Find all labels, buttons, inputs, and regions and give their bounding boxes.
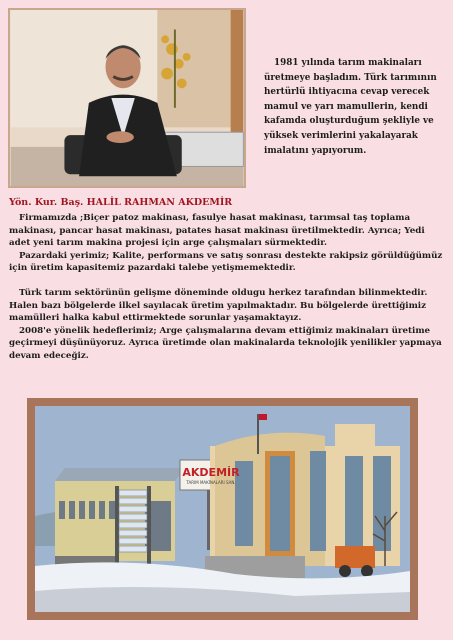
factory-sign-brand: AKDEMİR	[182, 466, 240, 479]
factory-sign-subtitle: TARIM MAKİNALARI SAN.	[186, 480, 236, 485]
factory-illustration	[35, 406, 410, 612]
portrait-illustration	[10, 10, 244, 186]
intro-paragraph: 1981 yılında tarım makinaları üretmeye başladım. Türk tarımının hertürlü ihtiyacına cevap verecek mamul ve yarı mamullerin, kendi kafamda oluşturduğum şekliyle ve yüksek verimlerini yakalayarak imalatını yapıyorum.	[264, 58, 437, 156]
portrait-caption: Yön. Kur. Baş. HALİL RAHMAN AKDEMİR	[9, 197, 233, 208]
body-text	[9, 212, 445, 363]
paragraph-market: Pazardaki yerimiz; Kalite, performans ve satış sonrası destekte rakipsiz görüldüğümüz için üretim kapasitemiz pazardaki talebe yetişmemektedir.	[9, 250, 443, 274]
factory-photo	[35, 406, 410, 612]
factory-photo-frame	[27, 398, 418, 620]
paragraph-sector: Türk tarım sektörünün gelişme döneminde oldugu herkez tarafından bilinmektedir. Halen bazı bölgelerde ilkel sayılacak üretim yapılmaktadır. Bu bölgelerde ürettiğimiz mamülleri halka kabul ettirmektede sorunlar yaşamaktayız.	[9, 287, 428, 324]
paragraph-goals: 2008'e yönelik hedeflerimiz; Arge çalışmalarına devam ettiğimiz makinaları üretime geçirmeyi düşünüyoruz. Ayrıca üretimde olan makinalarda teknolojik yenilikler yapmaya devam edeceğiz.	[9, 325, 442, 361]
founder-portrait-photo	[8, 8, 246, 188]
paragraph-products: Firmamızda ;Biçer patoz makinası, fasulye hasat makinası, tarımsal taş toplama makinası, pancar hasat makinası, patates hasat makinası üretilmektedir. Ayrıca; Yedi adet yeni tarım makina projesi için arge çalışmaları sürmektedir.	[9, 213, 425, 249]
